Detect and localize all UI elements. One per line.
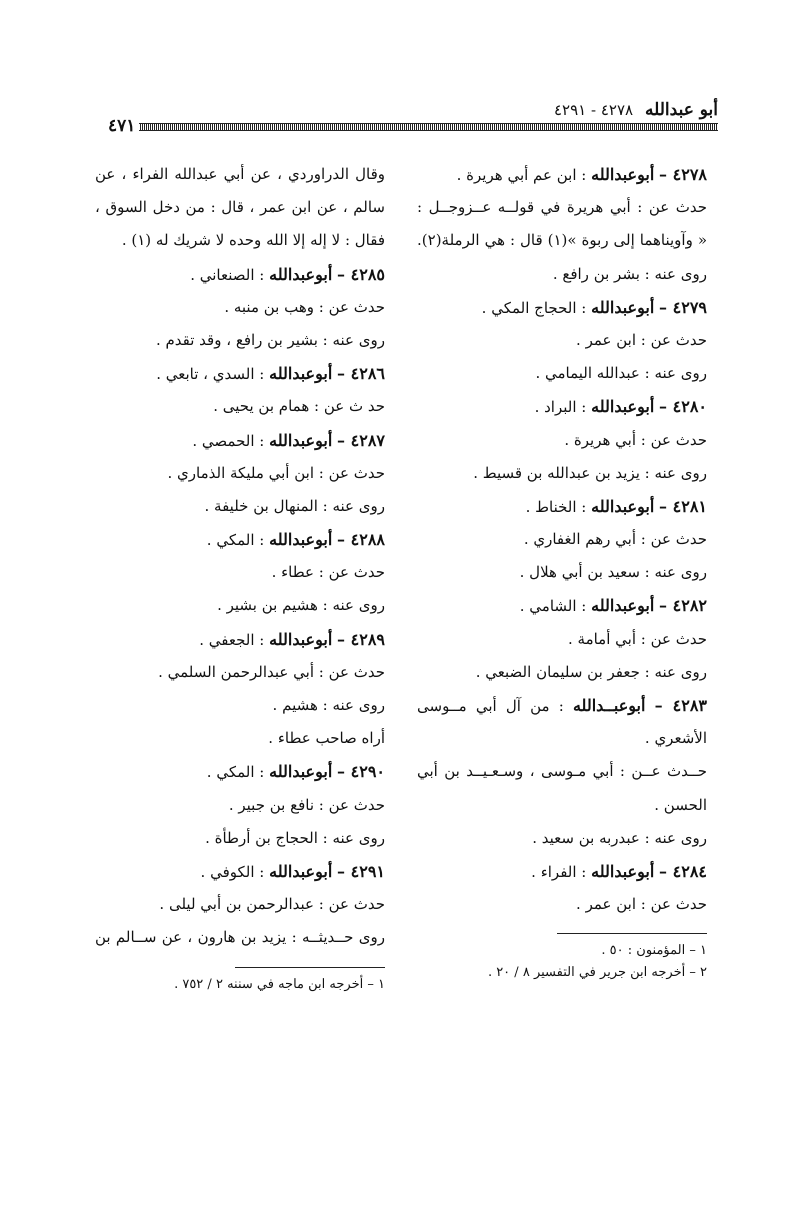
text-line: روى عنه : المنهال بن خليفة . — [204, 496, 385, 515]
entry-description: : المكي . — [206, 531, 265, 550]
left-column — [95, 158, 385, 996]
text-line: حدث عن : عبدالرحمن بن أبي ليلى . — [159, 895, 385, 914]
entry-name: أبوعبدالله — [269, 430, 333, 450]
text-line: وقال الدراوردي ، عن أبي عبدالله الفراء ، عن — [95, 165, 385, 183]
entry-heading — [95, 855, 385, 888]
text-line: أراه صاحب عطاء . — [268, 729, 385, 748]
text-line: حدث عن : ابن عمر . — [576, 330, 707, 349]
text-line: حدث عن : أبي عبدالرحمن السلمي . — [158, 662, 385, 681]
footnote: ٢ – أخرجه ابن جرير في التفسير ٨ / ٢٠ . — [487, 965, 707, 981]
text-line: الحسن . — [654, 795, 707, 814]
entry-number: ٤٢٨٥ – — [337, 264, 385, 284]
entry-description: : الشامي . — [519, 597, 587, 616]
entry-heading — [417, 390, 707, 423]
running-title — [554, 100, 718, 120]
text-line: روى عنه : الحجاج بن أرطأة . — [205, 828, 385, 847]
entry-description: : الحجاج المكي . — [481, 298, 587, 317]
entry-name: أبوعبدالله — [591, 397, 655, 417]
entry-heading — [417, 158, 707, 191]
entry-description: : الحمصي . — [192, 431, 265, 450]
entry-number: ٤٢٨٧ – — [337, 430, 385, 450]
text-line: « وآويناهما إلى ربوة »(١) قال : هي الرملة(٢). — [417, 231, 707, 250]
entry-heading — [95, 623, 385, 656]
text-line: الأشعري . — [644, 729, 707, 748]
text-line: روى عنه : يزيد بن عبدالله بن قسيط . — [473, 463, 707, 482]
entry-description: : البراد . — [534, 398, 587, 417]
entry-number: ٤٢٨٢ – — [659, 596, 707, 616]
text-line: حدث عن : ابن أبي مليكة الذماري . — [167, 463, 385, 482]
entry-heading — [417, 855, 707, 888]
entry-heading — [95, 258, 385, 291]
entry-name: أبوعبــدالله — [572, 696, 646, 715]
footnote: ١ – أخرجه ابن ماجه في سننه ٢ / ٧٥٢ . — [174, 976, 385, 992]
text-line: حد ث عن : همام بن يحيى . — [213, 397, 385, 416]
footnote: ١ – المؤمنون : ٥٠ . — [601, 943, 707, 959]
entry-description: : الصنعاني . — [190, 265, 265, 284]
text-line: روى عنه : بشر بن رافع . — [552, 264, 707, 283]
entry-name: أبوعبدالله — [591, 596, 655, 616]
entry-description: : السدي ، تابعي . — [156, 365, 265, 384]
entry-description: : المكي . — [206, 763, 265, 782]
entry-description: : الجعفي . — [199, 630, 265, 649]
entry-number: ٤٢٩١ – — [337, 861, 385, 881]
entry-heading — [95, 424, 385, 457]
entry-number: ٤٢٨٣ – — [654, 696, 707, 715]
right-column — [417, 158, 707, 984]
entry-number: ٤٢٨٨ – — [337, 530, 385, 550]
entry-name: أبوعبدالله — [591, 297, 655, 317]
entry-name: أبوعبدالله — [269, 364, 333, 384]
text-line: حدث عن : أبي هريرة في قولــه عــزوجــل : — [417, 198, 707, 217]
text-line: حدث عن : نافع بن جبير . — [228, 795, 385, 814]
text-line: حدث عن : أبي رهم الغفاري . — [523, 530, 707, 549]
text-line: حدث عن : ابن عمر . — [576, 895, 707, 914]
text-line: روى عنه : هشيم بن بشير . — [217, 596, 385, 615]
entry-heading — [95, 357, 385, 390]
entry-number: ٤٢٨٦ – — [337, 364, 385, 384]
text-line: حدث عن : عطاء . — [271, 563, 385, 582]
entry-name: أبوعبدالله — [269, 629, 333, 649]
entry-number: ٤٢٩٠ – — [337, 762, 385, 782]
entry-heading — [417, 490, 707, 523]
text-line: حــدث عــن : أبي مـوسى ، وسـعـيــد بن أبي — [417, 762, 707, 781]
text-line: روى عنه : هشيم . — [272, 696, 385, 714]
text-line: روى عنه : عبدربه بن سعيد . — [532, 828, 707, 847]
text-line: حدث عن : وهب بن منبه . — [224, 297, 385, 316]
entry-range: ٤٢٧٨ - ٤٢٩١ — [554, 101, 634, 119]
entry-heading — [417, 291, 707, 324]
text-line: روى عنه : عبدالله اليمامي . — [535, 364, 707, 383]
entry-description: : من آل أبي مــوسى — [417, 697, 564, 715]
entry-description: : الكوفي . — [200, 862, 265, 881]
page-header — [104, 96, 718, 136]
footnote-rule — [235, 967, 385, 968]
entry-description: : الفراء . — [531, 862, 587, 881]
text-line: روى عنه : جعفر بن سليمان الضبعي . — [475, 662, 707, 681]
entry-name: أبوعبدالله — [269, 530, 333, 550]
running-title-name: أبو عبدالله — [645, 100, 718, 120]
entry-name: أبوعبدالله — [591, 861, 655, 881]
entry-heading — [95, 523, 385, 556]
header-rule — [104, 123, 718, 131]
text-line: روى عنه : بشير بن رافع ، وقد تقدم . — [155, 330, 385, 349]
entry-heading — [417, 689, 707, 722]
text-line: حدث عن : أبي أمامة . — [568, 629, 707, 648]
entry-number: ٤٢٨٩ – — [337, 629, 385, 649]
page-number: ٤٧١ — [104, 117, 139, 135]
entry-name: أبوعبدالله — [591, 496, 655, 516]
text-line: سالم ، عن ابن عمر ، قال : من دخل السوق ، — [95, 198, 385, 217]
entry-description: : ابن عم أبي هريرة . — [456, 166, 587, 184]
entry-name: أبوعبدالله — [269, 264, 333, 284]
text-line: فقال : لا إله إلا الله وحده لا شريك له (١) . — [121, 231, 385, 250]
entry-number: ٤٢٨٠ – — [659, 397, 707, 417]
footnote-rule — [557, 933, 707, 934]
text-line: حدث عن : أبي هريرة . — [564, 430, 707, 449]
entry-number: ٤٢٧٩ – — [659, 297, 707, 317]
text-line: روى عنه : سعيد بن أبي هلال . — [519, 563, 707, 582]
entry-name: أبوعبدالله — [591, 165, 655, 184]
entry-number: ٤٢٨١ – — [659, 496, 707, 516]
entry-number: ٤٢٨٤ – — [659, 861, 707, 881]
text-line: روى حــديثــه : يزيد بن هارون ، عن ســالم بن — [95, 928, 385, 947]
entry-heading — [417, 589, 707, 622]
entry-number: ٤٢٧٨ – — [659, 165, 707, 184]
entry-name: أبوعبدالله — [269, 762, 333, 782]
entry-name: أبوعبدالله — [269, 861, 333, 881]
entry-heading — [95, 755, 385, 788]
entry-description: : الخناط . — [525, 497, 587, 516]
